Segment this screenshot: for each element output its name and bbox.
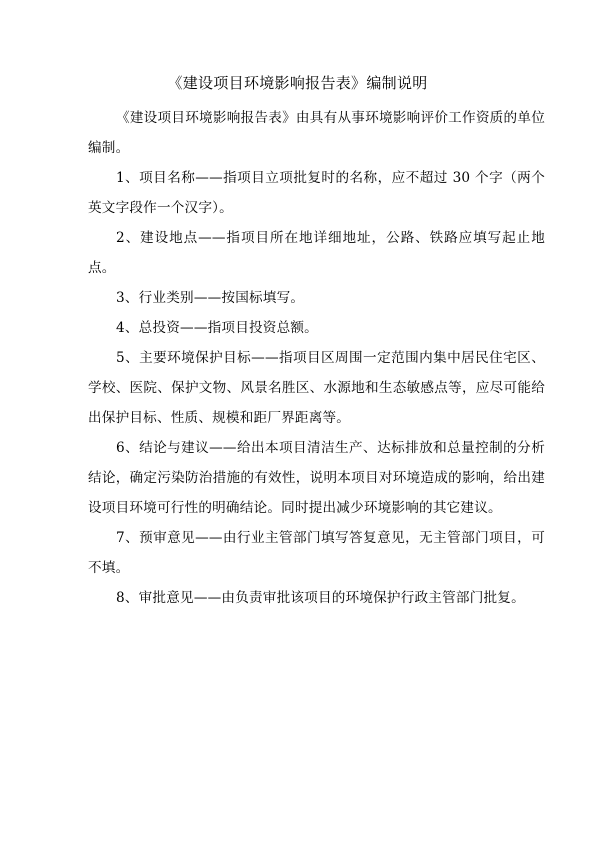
paragraph-item-4: 4、总投资——指项目投资总额。 bbox=[116, 320, 318, 336]
paragraph-item-1: 1、项目名称——指项目立项批复时的名称，应不超过 30 个字（两个英文字段作一个汉字）。 bbox=[88, 170, 545, 216]
paragraph-item-6: 6、结论与建议——给出本项目清洁生产、达标排放和总量控制的分析结论，确定污染防治措施的有效性，说明本项目对环境造成的影响，给出建设项目环境可行性的明确结论。同时提出减少环境影响的其它建议。 bbox=[88, 440, 545, 516]
document-body bbox=[88, 103, 545, 613]
paragraph-intro: 《建设项目环境影响报告表》由具有从事环境影响评价工作资质的单位编制。 bbox=[88, 110, 545, 156]
paragraph-item-3: 3、行业类别——按国标填写。 bbox=[116, 290, 305, 306]
paragraph-item-7: 7、预审意见——由行业主管部门填写答复意见，无主管部门项目，可不填。 bbox=[88, 530, 545, 576]
paragraph-item-5: 5、主要环境保护目标——指项目区周围一定范围内集中居民住宅区、学校、医院、保护文物、风景名胜区、水源地和生态敏感点等，应尽可能给出保护目标、性质、规模和距厂界距离等。 bbox=[88, 350, 545, 426]
paragraph-item-2: 2、建设地点——指项目所在地详细地址，公路、铁路应填写起止地点。 bbox=[88, 230, 545, 276]
paragraph-item-8: 8、审批意见——由负责审批该项目的环境保护行政主管部门批复。 bbox=[116, 590, 525, 606]
document-title: 《建设项目环境影响报告表》编制说明 bbox=[167, 74, 428, 92]
